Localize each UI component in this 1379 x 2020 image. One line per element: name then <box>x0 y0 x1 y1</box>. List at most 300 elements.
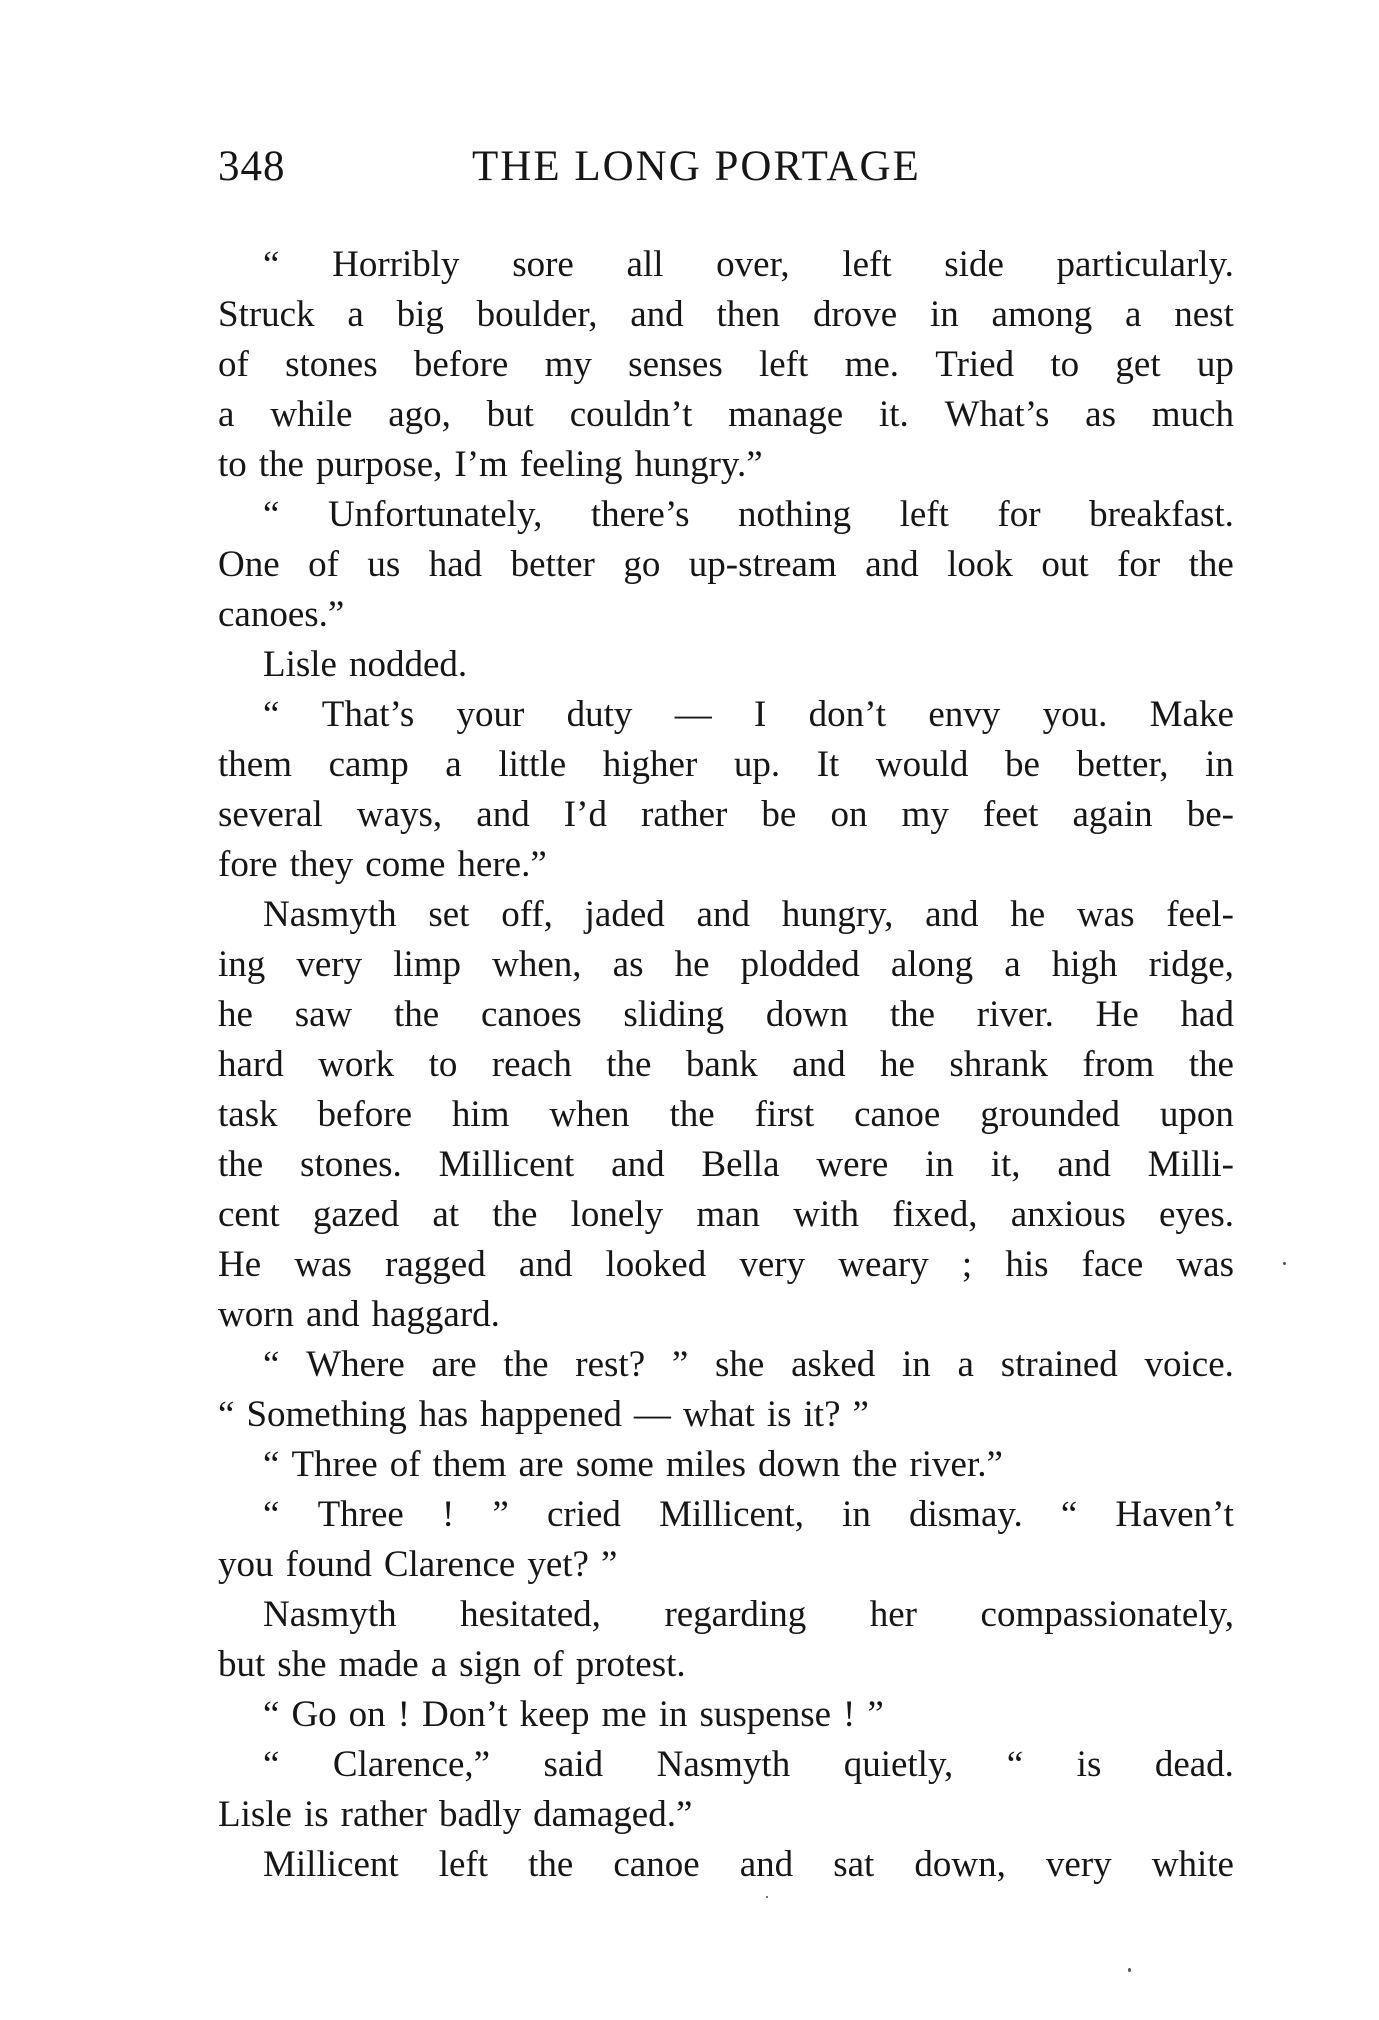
word: is <box>766 1394 792 1435</box>
text-line <box>218 740 1234 790</box>
word: up-stream <box>688 544 837 585</box>
word: my <box>544 344 592 385</box>
word: of <box>218 344 249 385</box>
word: boulder, <box>476 294 598 335</box>
word: very <box>1045 1844 1112 1885</box>
text-line <box>218 1740 1234 1790</box>
word: and <box>476 794 530 835</box>
word: protest. <box>575 1644 686 1685</box>
word: yet? <box>527 1544 589 1585</box>
word: Tried <box>935 344 1015 385</box>
word: Unfortunately, <box>327 494 543 535</box>
word: she <box>277 1644 327 1685</box>
body-text <box>218 240 1234 1890</box>
word: “ <box>263 1444 280 1485</box>
word: was <box>294 1244 352 1285</box>
word: my <box>901 794 949 835</box>
text-line <box>218 1140 1234 1190</box>
word: down <box>765 994 849 1035</box>
word: It <box>816 744 840 785</box>
word: of <box>532 1644 564 1685</box>
word: river. <box>976 994 1054 1035</box>
word: then <box>716 294 781 335</box>
word: the <box>852 1444 898 1485</box>
word: face <box>1081 1244 1144 1285</box>
text-line <box>218 1790 1234 1840</box>
word: a <box>218 394 235 435</box>
word: cried <box>546 1494 621 1535</box>
word: all <box>626 244 664 285</box>
word: and <box>306 1294 360 1335</box>
word: to <box>218 444 247 485</box>
word: him <box>451 1094 510 1135</box>
word: said <box>543 1744 604 1785</box>
word: her <box>869 1594 917 1635</box>
word: compassionately, <box>980 1594 1234 1635</box>
word: ” <box>600 1544 618 1585</box>
word: regarding <box>664 1594 807 1635</box>
text-line <box>218 1290 1234 1340</box>
word: but <box>486 394 534 435</box>
word: he <box>879 1044 915 1085</box>
word: damaged.” <box>533 1794 693 1835</box>
word: ! <box>397 1694 410 1735</box>
text-line <box>218 1490 1234 1540</box>
word: before <box>413 344 509 385</box>
word: but <box>218 1644 266 1685</box>
word: quietly, <box>843 1744 954 1785</box>
word: Millicent <box>438 1144 575 1185</box>
word: it, <box>990 1144 1021 1185</box>
word: grounded <box>980 1094 1121 1135</box>
word: “ <box>1006 1744 1024 1785</box>
word: canoes <box>480 994 582 1035</box>
word: Bella <box>701 1144 780 1185</box>
word: much <box>1151 394 1234 435</box>
word: the <box>492 1194 538 1235</box>
word: feeling <box>519 444 623 485</box>
word: be- <box>1186 794 1234 835</box>
word: “ <box>263 1494 280 1535</box>
word: breakfast. <box>1089 494 1234 535</box>
word: stones <box>285 344 378 385</box>
word: off, <box>501 894 553 935</box>
word: manage <box>728 394 844 435</box>
word: hungry, <box>781 894 894 935</box>
word: nodded. <box>348 644 468 685</box>
word: be <box>761 794 797 835</box>
text-line <box>218 1340 1234 1390</box>
text-line <box>218 990 1234 1040</box>
word: strained <box>1000 1344 1118 1385</box>
word: with <box>793 1194 859 1235</box>
word: and <box>518 1244 573 1285</box>
word: out <box>1041 544 1089 585</box>
word: asked <box>791 1344 876 1385</box>
word: some <box>575 1444 654 1485</box>
word: Go <box>291 1694 337 1735</box>
word: as <box>1085 394 1116 435</box>
word: shrank <box>949 1044 1048 1085</box>
word: very <box>296 944 363 985</box>
word: down <box>757 1444 841 1485</box>
word: come <box>365 844 446 885</box>
word: to <box>428 1044 458 1085</box>
word: had <box>428 544 483 585</box>
word: for <box>1117 544 1161 585</box>
word: — <box>633 1394 671 1435</box>
word: Milli- <box>1147 1144 1234 1185</box>
word: I’m <box>454 444 508 485</box>
word: eyes. <box>1159 1194 1234 1235</box>
print-speck <box>1128 1968 1131 1972</box>
word: it. <box>878 394 909 435</box>
word: ridge, <box>1148 944 1234 985</box>
text-line <box>218 940 1234 990</box>
word: don’t <box>808 694 887 735</box>
word: task <box>218 1094 278 1135</box>
word: the <box>258 444 304 485</box>
text-line <box>218 640 1234 690</box>
word: here.” <box>457 844 547 885</box>
word: — <box>674 694 712 735</box>
word: and <box>739 1844 794 1885</box>
word: for <box>997 494 1041 535</box>
word: in <box>925 1144 954 1185</box>
word: and <box>865 544 919 585</box>
word: was <box>1076 894 1135 935</box>
word: Struck <box>218 294 315 335</box>
word: sign <box>459 1644 521 1685</box>
word: he <box>1010 894 1046 935</box>
word: down, <box>914 1844 1006 1885</box>
word: he <box>674 944 710 985</box>
word: He <box>218 1244 262 1285</box>
word: work <box>318 1044 395 1085</box>
word: would <box>875 744 969 785</box>
word: ” <box>867 1694 884 1735</box>
word: first <box>754 1094 815 1135</box>
print-speck <box>1283 1262 1286 1265</box>
word: among <box>991 294 1093 335</box>
word: me <box>601 1694 647 1735</box>
word: duty <box>566 694 633 735</box>
word: One <box>218 544 280 585</box>
word: “ <box>1060 1494 1078 1535</box>
word: drove <box>812 294 898 335</box>
word: in <box>842 1494 871 1535</box>
word: Millicent <box>263 1844 399 1885</box>
word: is <box>303 1794 329 1835</box>
word: voice. <box>1144 1344 1234 1385</box>
word: man <box>696 1194 761 1235</box>
word: better <box>510 544 595 585</box>
word: in <box>658 1694 688 1735</box>
word: the <box>528 1844 574 1885</box>
word: ! <box>843 1694 856 1735</box>
word: I <box>754 694 767 735</box>
word: in <box>929 294 959 335</box>
text-line <box>218 290 1234 340</box>
word: she <box>715 1344 765 1385</box>
word: That’s <box>321 694 415 735</box>
word: worn <box>218 1294 295 1335</box>
word: I’d <box>563 794 607 835</box>
word: of <box>308 544 339 585</box>
word: and <box>630 294 684 335</box>
word: ways, <box>356 794 443 835</box>
word: them <box>432 1444 507 1485</box>
word: left <box>899 494 949 535</box>
word: ago, <box>388 394 451 435</box>
word: again <box>1072 794 1153 835</box>
word: Nasmyth <box>263 894 397 935</box>
word: What’s <box>944 394 1050 435</box>
word: white <box>1151 1844 1234 1885</box>
word: the <box>606 1044 652 1085</box>
word: found <box>285 1544 372 1585</box>
word: the <box>393 994 440 1035</box>
word: Clarence,” <box>332 1744 491 1785</box>
word: along <box>890 944 974 985</box>
word: he <box>218 994 253 1035</box>
word: Clarence <box>383 1544 516 1585</box>
word: sore <box>512 244 574 285</box>
text-line <box>218 790 1234 840</box>
word: Three <box>291 1444 378 1485</box>
word: high <box>1051 944 1118 985</box>
word: the <box>889 994 936 1035</box>
word: haggard. <box>371 1294 500 1335</box>
word: Haven’t <box>1115 1494 1234 1535</box>
word: senses <box>628 344 723 385</box>
word: and <box>1057 1144 1111 1185</box>
text-line <box>218 240 1234 290</box>
word: at <box>432 1194 460 1235</box>
word: your <box>456 694 525 735</box>
word: hungry.” <box>634 444 763 485</box>
word: feet <box>982 794 1039 835</box>
word: a <box>957 1344 974 1385</box>
text-line <box>218 1590 1234 1640</box>
word: side <box>944 244 1004 285</box>
word: and <box>696 894 750 935</box>
word: cent <box>218 1194 280 1235</box>
word: fore <box>218 844 278 885</box>
word: camp <box>328 744 409 785</box>
word: reach <box>491 1044 572 1085</box>
word: before <box>317 1094 413 1135</box>
word: Nasmyth <box>263 1594 397 1635</box>
word: has <box>418 1394 469 1435</box>
word: Three <box>317 1494 404 1535</box>
text-line <box>218 540 1234 590</box>
word: “ <box>263 1694 280 1735</box>
word: rather <box>641 794 728 835</box>
word: made <box>338 1644 419 1685</box>
word: canoes.” <box>218 594 345 635</box>
word: Horribly <box>332 244 460 285</box>
word: gazed <box>312 1194 400 1235</box>
word: and <box>792 1044 846 1085</box>
word: suspense <box>699 1694 832 1735</box>
word: and <box>925 894 979 935</box>
word: saw <box>294 994 353 1035</box>
word: dead. <box>1154 1744 1234 1785</box>
word: are <box>431 1344 477 1385</box>
word: several <box>218 794 323 835</box>
word: miles <box>665 1444 746 1485</box>
word: ” <box>492 1494 509 1535</box>
word: ” <box>852 1394 869 1435</box>
word: the <box>218 1144 264 1185</box>
word: go <box>623 544 661 585</box>
word: “ <box>218 1394 235 1435</box>
word: “ <box>263 694 280 735</box>
word: up <box>1196 344 1234 385</box>
word: hesitated, <box>460 1594 601 1635</box>
text-line <box>218 590 1234 640</box>
word: left <box>842 244 892 285</box>
word: and <box>611 1144 665 1185</box>
word: a <box>430 1644 448 1685</box>
word: left <box>758 344 809 385</box>
text-line <box>218 1090 1234 1140</box>
word: sliding <box>623 994 725 1035</box>
word: of <box>389 1444 421 1485</box>
word: weary <box>838 1244 929 1285</box>
word: happened <box>480 1394 622 1435</box>
page-header <box>218 142 1238 202</box>
word: you <box>218 1544 274 1585</box>
word: river.” <box>909 1444 1003 1485</box>
word: over, <box>716 244 790 285</box>
word: ; <box>961 1244 973 1285</box>
word: it? <box>803 1394 841 1435</box>
word: Make <box>1149 694 1234 735</box>
text-line <box>218 1440 1234 1490</box>
word: us <box>367 544 401 585</box>
word: a <box>445 744 462 785</box>
word: on <box>348 1694 386 1735</box>
word: rather <box>340 1794 427 1835</box>
text-line <box>218 840 1234 890</box>
word: particularly. <box>1056 244 1234 285</box>
word: nest <box>1174 294 1234 335</box>
text-line <box>218 890 1234 940</box>
word: Where <box>306 1344 405 1385</box>
word: canoe <box>854 1094 941 1135</box>
word: when, <box>492 944 582 985</box>
word: on <box>830 794 868 835</box>
word: ing <box>218 944 266 985</box>
word: couldn’t <box>569 394 693 435</box>
text-line <box>218 490 1234 540</box>
word: up. <box>733 744 781 785</box>
text-line <box>218 340 1234 390</box>
word: the <box>503 1344 549 1385</box>
word: lonely <box>570 1194 664 1235</box>
word: there’s <box>590 494 690 535</box>
running-title: THE LONG PORTAGE <box>472 143 921 190</box>
word: Nasmyth <box>656 1744 791 1785</box>
word: fixed, <box>892 1194 978 1235</box>
word: hard <box>218 1044 284 1085</box>
text-line <box>218 440 1234 490</box>
word: me. <box>844 344 900 385</box>
word: plodded <box>740 944 860 985</box>
word: nothing <box>738 494 852 535</box>
word: get <box>1115 344 1161 385</box>
word: is <box>1076 1744 1102 1785</box>
word: when <box>549 1094 630 1135</box>
word: in <box>902 1344 931 1385</box>
word: “ <box>263 244 280 285</box>
word: his <box>1005 1244 1049 1285</box>
page-number: 348 <box>218 143 286 190</box>
word: higher <box>602 744 698 785</box>
word: were <box>816 1144 889 1185</box>
word: set <box>428 894 470 935</box>
word: Something <box>246 1394 407 1435</box>
word: they <box>289 844 354 885</box>
word: “ <box>263 1344 280 1385</box>
word: while <box>270 394 353 435</box>
word: very <box>739 1244 806 1285</box>
word: Lisle <box>218 1794 292 1835</box>
word: the <box>1188 1044 1234 1085</box>
word: Lisle <box>263 644 337 685</box>
word: He <box>1095 994 1139 1035</box>
text-line <box>218 1240 1234 1290</box>
word: dismay. <box>909 1494 1023 1535</box>
word: in <box>1205 744 1234 785</box>
print-speck <box>766 1896 768 1898</box>
word: envy <box>928 694 1001 735</box>
text-line <box>218 1840 1234 1890</box>
text-line <box>218 690 1234 740</box>
word: limp <box>393 944 462 985</box>
word: big <box>396 294 444 335</box>
word: from <box>1082 1044 1155 1085</box>
word: Millicent, <box>659 1494 804 1535</box>
word: bank <box>685 1044 758 1085</box>
word: sat <box>833 1844 875 1885</box>
word: had <box>1180 994 1234 1035</box>
word: “ <box>263 494 280 535</box>
word: little <box>498 744 567 785</box>
word: them <box>218 744 292 785</box>
word: as <box>612 944 644 985</box>
word: you. <box>1042 694 1108 735</box>
word: looked <box>605 1244 707 1285</box>
word: canoe <box>613 1844 700 1885</box>
word: ” <box>671 1344 689 1385</box>
word: stones. <box>300 1144 402 1185</box>
text-line <box>218 1640 1234 1690</box>
word: better, <box>1076 744 1169 785</box>
word: Don’t <box>422 1694 508 1735</box>
word: left <box>438 1844 489 1885</box>
word: ragged <box>385 1244 486 1285</box>
word: feel- <box>1166 894 1234 935</box>
word: the <box>1188 544 1234 585</box>
word: a <box>347 294 364 335</box>
word: are <box>518 1444 564 1485</box>
word: what <box>682 1394 755 1435</box>
word: badly <box>438 1794 522 1835</box>
word: upon <box>1159 1094 1234 1135</box>
